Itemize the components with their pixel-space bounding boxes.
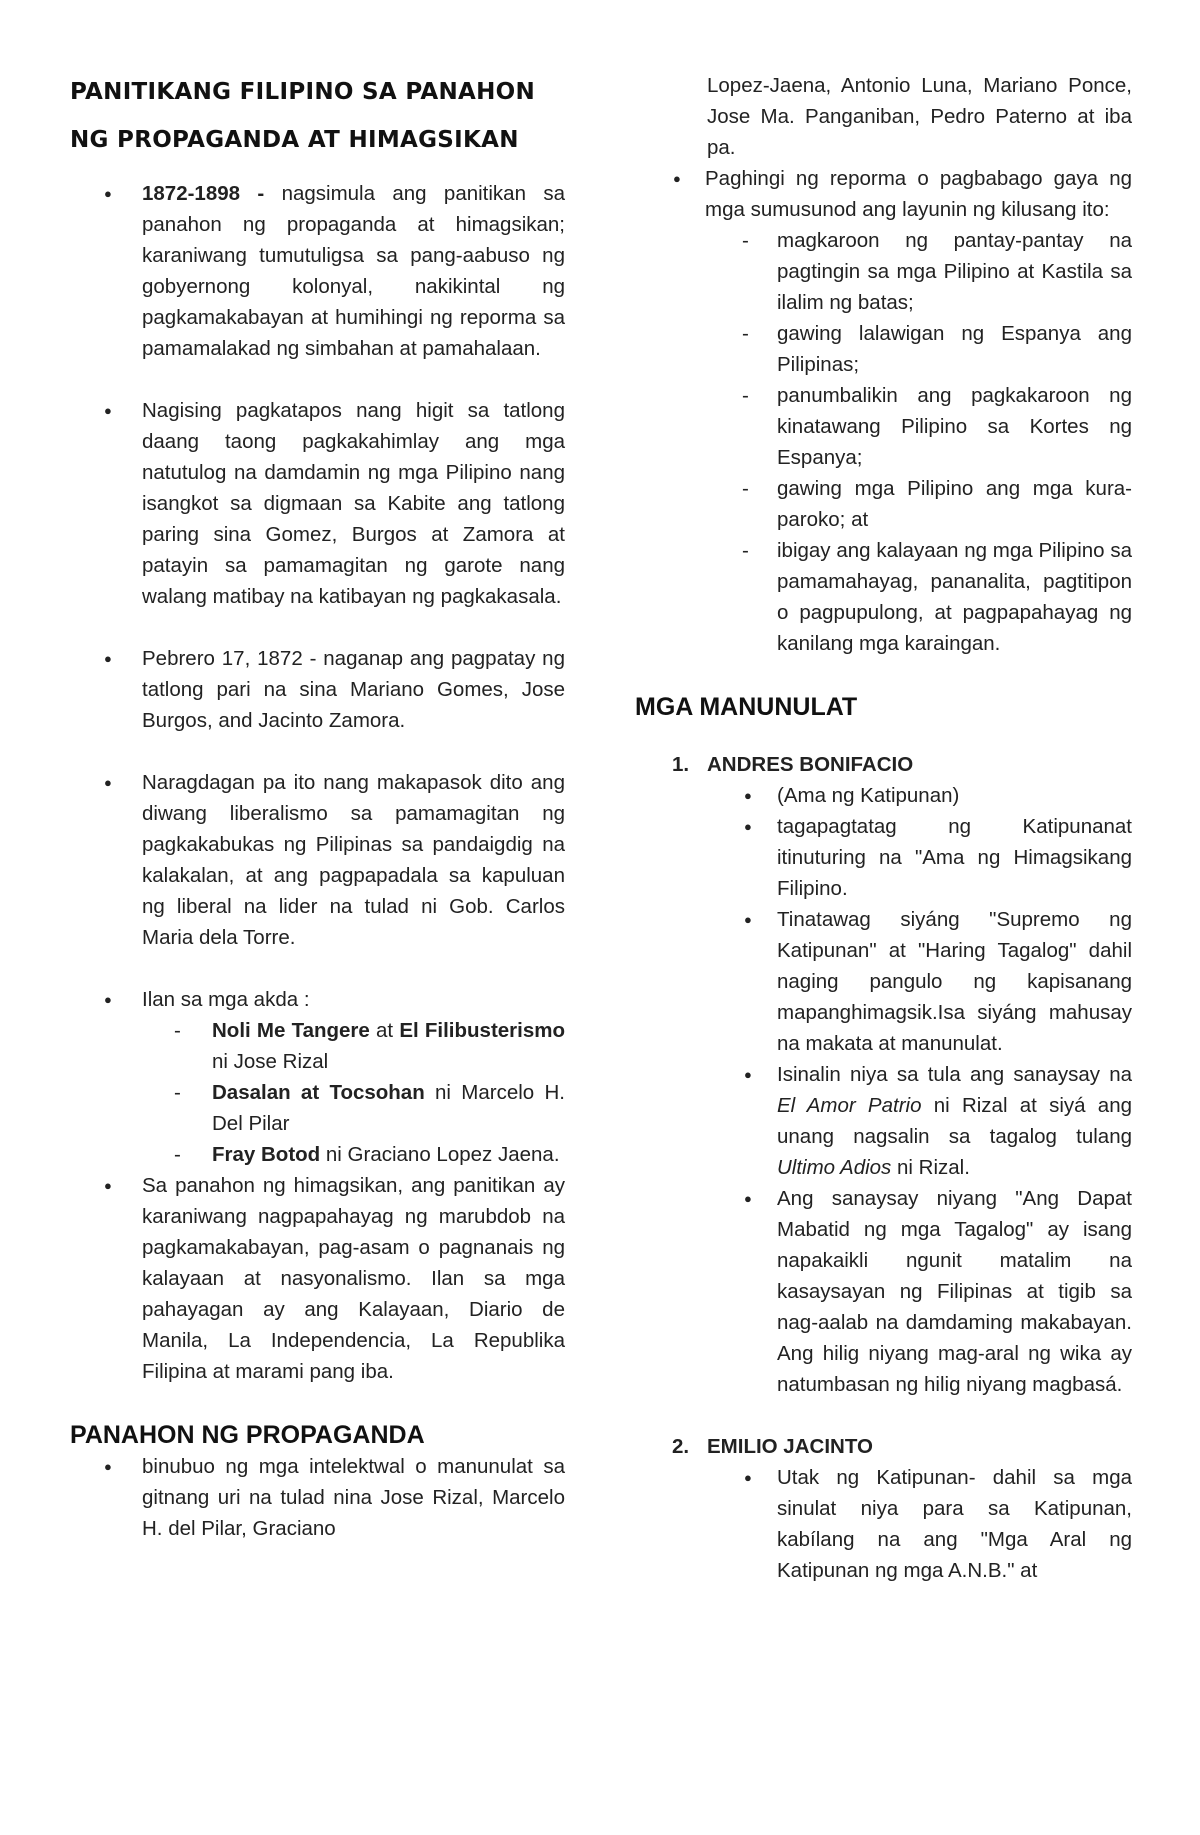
- list-item-himagsikan: ● Sa panahon ng himagsikan, ang panitikan ay karaniwang nagpapahayag ng marubdob na pagkamakabayan, pag-asam o pagnanais ng kalayaan at nasyonalismo. Ilan sa mga pahayagan ay ang Kalayaan, Diario de Manila, La Independencia, La Republika Filipina at marami pang iba.: [70, 1170, 565, 1387]
- item-text: Isinalin niya sa tula ang sanaysay na: [777, 1063, 1132, 1086]
- list-item-1872-1898: [70, 178, 565, 364]
- goal-item-1: - magkaroon ng pantay-pantay na pagtingin sa mga Pilipino at Kastila sa ilalim ng batas;: [635, 225, 1132, 318]
- writer-heading-bonifacio: [635, 749, 1132, 780]
- work-title: El Amor Patrio: [777, 1094, 922, 1117]
- list-item-text: nagsimula ang panitikan sa panahon ng propaganda at himagsikan; karaniwang tumutuligsa sa pang-aabuso ng gobyernong kolonyal, nakikintal ng pagkamakabayan at humihingi ng reporma sa pamamalakad ng simbahan at pamahalaan.: [142, 182, 565, 360]
- bonifacio-item-3: ● Tinatawag siyáng "Supremo ng Katipunan" at "Haring Tagalog" dahil naging pangulo ng kapisanang mapanghimagsik.Isa siyáng mahusay na makata at manunulat.: [635, 904, 1132, 1059]
- list-item-pebrero: ● Pebrero 17, 1872 - naganap ang pagpatay ng tatlong pari na sina Mariano Gomes, Jose Burgos, and Jacinto Zamora.: [70, 643, 565, 736]
- section-heading-manunulat: MGA MANUNULAT: [635, 693, 858, 721]
- writer-name: ANDRES BONIFACIO: [707, 753, 914, 776]
- goal-item-3: - panumbalikin ang pagkakaroon ng kinatawang Pilipino sa Kortes ng Espanya;: [635, 380, 1132, 473]
- list-item-nagising: ● Nagising pagkatapos nang higit sa tatlong daang taong pagkakahimlay ang mga natutulog na damdamin ng mga Pilipino nang isangkot sa digmaan sa Kabite ang tatlong paring sina Gomez, Burgos at Zamora at patayin sa pamamagitan ng garote nang walang matibay na katibayan ng pagkakasala.: [70, 395, 565, 612]
- list-item-akda: ● Ilan sa mga akda :: [70, 984, 565, 1015]
- continued-text: Lopez-Jaena, Antonio Luna, Mariano Ponce, Jose Ma. Panganiban, Pedro Paterno at iba pa.: [707, 74, 1132, 159]
- akda-title: Dasalan at Tocsohan: [212, 1081, 425, 1104]
- bonifacio-item-5: ● Ang sanaysay niyang "Ang Dapat Mabatid ng mga Tagalog" ay isang napakaikli ngunit matalim na kasaysayan ng Filipinas at tigib sa nag-aalab na damdaming makabayan. Ang hilig niyang mag-aral ng wika ay natumbasan ng hilig niyang magbasá.: [635, 1183, 1132, 1400]
- akda-title: Noli Me Tangere: [212, 1019, 370, 1042]
- list-item-binubuo: ● binubuo ng mga intelektwal o manunulat sa gitnang uri na tulad nina Jose Rizal, Marcelo H. del Pilar, Graciano: [70, 1451, 565, 1544]
- page-title: [70, 68, 565, 164]
- list-item-naragdagan: ● Naragdagan pa ito nang makapasok dito ang diwang liberalismo sa pamamagitan ng pagkakabukas ng Pilipinas sa pandaigdig na kalakalan, at ang pagpapadala sa kapuluan ng liberal na lider na tulad ni Gob. Carlos Maria dela Torre.: [70, 767, 565, 953]
- akda-author: ni Jose Rizal: [212, 1050, 329, 1073]
- section-heading-propaganda: PANAHON NG PROPAGANDA: [70, 1421, 425, 1449]
- akda-author: ni Marcelo H. Del Pilar: [212, 1081, 565, 1135]
- akda-text: at: [369, 1019, 400, 1042]
- item-text: ni Rizal.: [891, 1156, 970, 1179]
- writer-name: EMILIO JACINTO: [707, 1435, 873, 1458]
- list-item-paghingi: ● Paghingi ng reporma o pagbabago gaya ng mga sumusunod ang layunin ng kilusang ito:: [635, 163, 1132, 225]
- bonifacio-item-4: [635, 1059, 1132, 1183]
- left-column: [70, 0, 565, 1544]
- date-range: 1872-1898 -: [142, 182, 265, 205]
- writer-heading-jacinto: [635, 1431, 1132, 1462]
- writer-number: 2.: [672, 1435, 690, 1458]
- goal-item-5: - ibigay ang kalayaan ng mga Pilipino sa pamamahayag, pananalita, pagtitipon o pagpupulong, at pagpapahayag ng kanilang mga karaingan.: [635, 535, 1132, 659]
- work-title: Ultimo Adios: [777, 1156, 892, 1179]
- akda-item-dasalan: [70, 1077, 565, 1139]
- akda-item-noli: [70, 1015, 565, 1077]
- bonifacio-item-2: ● tagapagtatag ng Katipunanat itinuturing na "Ama ng Himagsikang Filipino.: [635, 811, 1132, 904]
- item-text: ni Rizal at siyá ang unang nagsalin sa tagalog tulang: [777, 1094, 1132, 1148]
- goal-item-4: - gawing mga Pilipino ang mga kura-paroko; at: [635, 473, 1132, 535]
- writer-number: 1.: [672, 753, 690, 776]
- akda-author: ni Graciano Lopez Jaena.: [320, 1143, 560, 1166]
- bonifacio-item-1: ● (Ama ng Katipunan): [635, 780, 1132, 811]
- page-title-line2: NG PROPAGANDA AT HIMAGSIKAN: [70, 127, 519, 153]
- right-column: [635, 70, 1132, 1586]
- jacinto-item-1: ● Utak ng Katipunan- dahil sa mga sinulat niya para sa Katipunan, kabílang na ang "Mga Aral ng Katipunan ng mga A.N.B." at: [635, 1462, 1132, 1586]
- akda-item-fray-botod: [70, 1139, 565, 1170]
- akda-title: Fray Botod: [212, 1143, 321, 1166]
- page-title-line1: PANITIKANG FILIPINO SA PANAHON: [70, 79, 536, 105]
- goal-item-2: - gawing lalawigan ng Espanya ang Pilipinas;: [635, 318, 1132, 380]
- akda-title: El Filibusterismo: [399, 1019, 565, 1042]
